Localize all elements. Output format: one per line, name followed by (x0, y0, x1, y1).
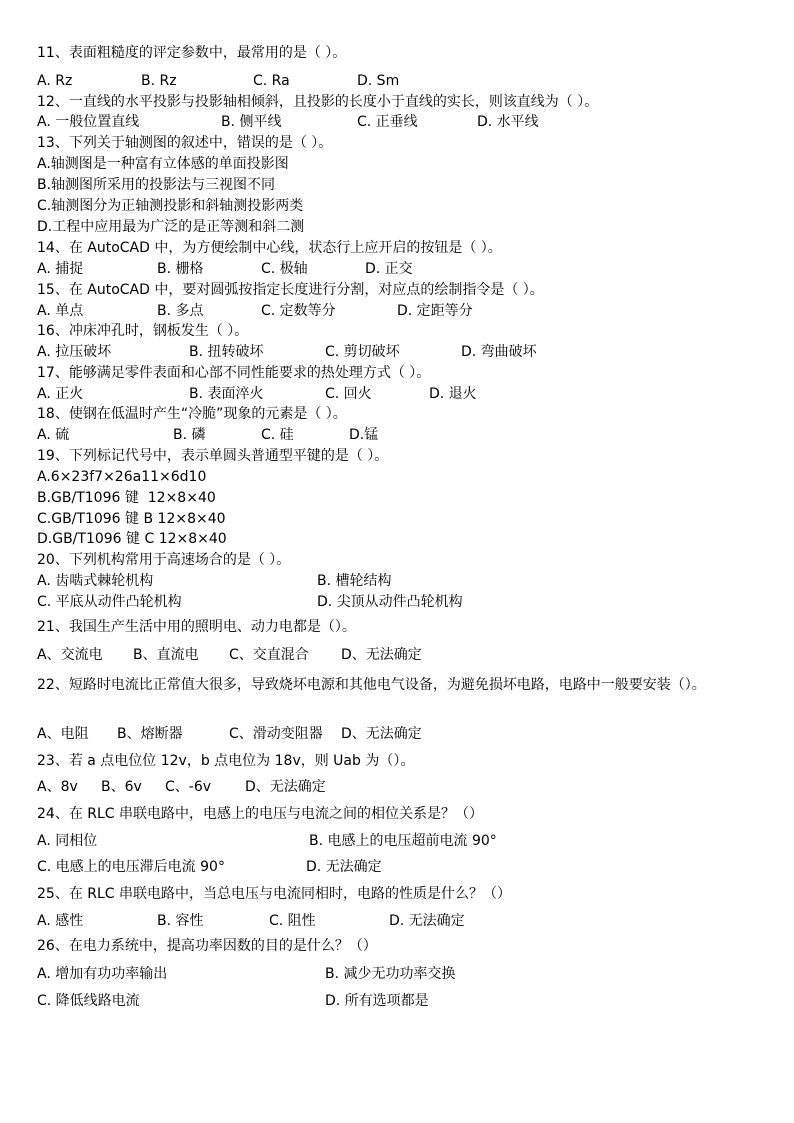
q23-option-c: C、-6v (165, 779, 212, 795)
q21-option-b: B、直流电 (133, 647, 199, 663)
question-19-stem: 19、下列标记代号中，表示单圆头普通型平键的是（ ）。 (37, 448, 389, 464)
question-17-stem: 17、能够满足零件表面和心部不同性能要求的热处理方式（ ）。 (37, 365, 431, 381)
q26-option-b: B. 减少无功功率交换 (325, 966, 456, 982)
q13-option-b: B.轴测图所采用的投影法与三视图不同 (37, 177, 276, 193)
q12-option-c: C. 正垂线 (357, 114, 418, 130)
q25-option-a: A. 感性 (37, 913, 84, 929)
q15-option-b: B. 多点 (157, 303, 204, 319)
q17-option-d: D. 退火 (429, 386, 477, 402)
question-21-stem: 21、我国生产生活中用的照明电、动力电都是（）。 (37, 619, 356, 635)
question-26-stem: 26、在电力系统中，提高功率因数的目的是什么？（） (37, 938, 377, 954)
q13-option-c: C.轴测图分为正轴测投影和斜轴测投影两类 (37, 198, 304, 214)
q18-option-d: D.锰 (349, 427, 379, 443)
q16-option-d: D. 弯曲破坏 (461, 344, 537, 360)
q22-option-c: C、滑动变阻器 (229, 726, 323, 742)
question-16-stem: 16、冲床冲孔时，钢板发生（ ）。 (37, 323, 249, 339)
q16-option-a: A. 拉压破坏 (37, 344, 112, 360)
q25-option-c: C. 阻性 (269, 913, 316, 929)
question-25-stem: 25、在 RLC 串联电路中，当总电压与电流同相时，电路的性质是什么？（） (37, 886, 512, 902)
question-22-stem: 22、短路时电流比正常值大很多，导致烧坏电源和其他电气设备，为避免损坏电路，电路中一般要安装（）。 (37, 677, 706, 693)
q15-option-c: C. 定数等分 (261, 303, 336, 319)
q26-option-a: A. 增加有功功率输出 (37, 966, 168, 982)
q20-option-d: D. 尖顶从动件凸轮机构 (317, 594, 463, 610)
q26-option-d: D. 所有选项都是 (325, 993, 429, 1009)
q23-option-d: D、无法确定 (245, 779, 326, 795)
question-12-stem: 12、一直线的水平投影与投影轴相倾斜，且投影的长度小于直线的实长，则该直线为（ ）。 (37, 94, 599, 110)
q11-option-d: D. Sm (357, 73, 400, 89)
question-23-stem: 23、若 a 点电位位 12v，b 点电位为 18v，则 Uab 为（）。 (37, 753, 415, 769)
q17-option-a: A. 正火 (37, 386, 84, 402)
q12-option-d: D. 水平线 (477, 114, 539, 130)
q23-option-a: A、8v (37, 779, 78, 795)
q24-option-d: D. 无法确定 (306, 859, 382, 875)
q11-option-a: A. Rz (37, 73, 73, 89)
q11-option-c: C. Ra (253, 73, 290, 89)
q18-option-b: B. 磷 (173, 427, 206, 443)
q22-option-b: B、熔断器 (117, 726, 183, 742)
question-24-stem: 24、在 RLC 串联电路中，电感上的电压与电流之间的相位关系是？（） (37, 806, 484, 822)
question-18-stem: 18、使钢在低温时产生“冷脆”现象的元素是（ ）。 (37, 406, 347, 422)
question-14-stem: 14、在 AutoCAD 中，为方便绘制中心线，状态行上应开启的按钮是（ ）。 (37, 240, 502, 256)
q20-option-b: B. 槽轮结构 (317, 573, 392, 589)
q20-option-c: C. 平底从动件凸轮机构 (37, 594, 182, 610)
q19-option-c: C.GB/T1096 键 B 12×8×40 (37, 511, 226, 527)
q11-option-b: B. Rz (141, 73, 177, 89)
q14-option-a: A. 捕捉 (37, 261, 84, 277)
q17-option-b: B. 表面淬火 (189, 386, 264, 402)
q21-option-c: C、交直混合 (229, 647, 309, 663)
q13-option-d: D.工程中应用最为广泛的是正等测和斜二测 (37, 219, 305, 235)
q16-option-b: B. 扭转破坏 (189, 344, 264, 360)
q24-option-b: B. 电感上的电压超前电流 90° (309, 833, 497, 849)
question-13-stem: 13、下列关于轴测图的叙述中，错误的是（ ）。 (37, 135, 333, 151)
q14-option-d: D. 正交 (365, 261, 413, 277)
q15-option-d: D. 定距等分 (397, 303, 473, 319)
q26-option-c: C. 降低线路电流 (37, 993, 140, 1009)
q19-option-b: B.GB/T1096 键 12×8×40 (37, 490, 216, 506)
q22-option-a: A、电阻 (37, 726, 89, 742)
q12-option-a: A. 一般位置直线 (37, 114, 140, 130)
q16-option-c: C. 剪切破坏 (325, 344, 400, 360)
q25-option-b: B. 容性 (157, 913, 204, 929)
q24-option-c: C. 电感上的电压滞后电流 90° (37, 859, 225, 875)
q20-option-a: A. 齿啮式棘轮机构 (37, 573, 154, 589)
q21-option-a: A、交流电 (37, 647, 103, 663)
q18-option-c: C. 硅 (261, 427, 294, 443)
q14-option-b: B. 栅格 (157, 261, 204, 277)
q24-option-a: A. 同相位 (37, 833, 98, 849)
q15-option-a: A. 单点 (37, 303, 84, 319)
q21-option-d: D、无法确定 (341, 647, 422, 663)
q22-option-d: D、无法确定 (341, 726, 422, 742)
q25-option-d: D. 无法确定 (389, 913, 465, 929)
q14-option-c: C. 极轴 (261, 261, 308, 277)
q19-option-d: D.GB/T1096 键 C 12×8×40 (37, 531, 227, 547)
q19-option-a: A.6×23f7×26a11×6d10 (37, 469, 207, 485)
q13-option-a: A.轴测图是一种富有立体感的单面投影图 (37, 156, 289, 172)
q18-option-a: A. 硫 (37, 427, 70, 443)
q17-option-c: C. 回火 (325, 386, 372, 402)
q23-option-b: B、6v (101, 779, 142, 795)
question-11-stem: 11、表面粗糙度的评定参数中，最常用的是（ ）。 (37, 45, 347, 61)
question-20-stem: 20、下列机构常用于高速场合的是（ ）。 (37, 552, 291, 568)
q12-option-b: B. 侧平线 (221, 114, 282, 130)
question-15-stem: 15、在 AutoCAD 中，要对圆弧按指定长度进行分割，对应点的绘制指令是（ ）。 (37, 282, 544, 298)
